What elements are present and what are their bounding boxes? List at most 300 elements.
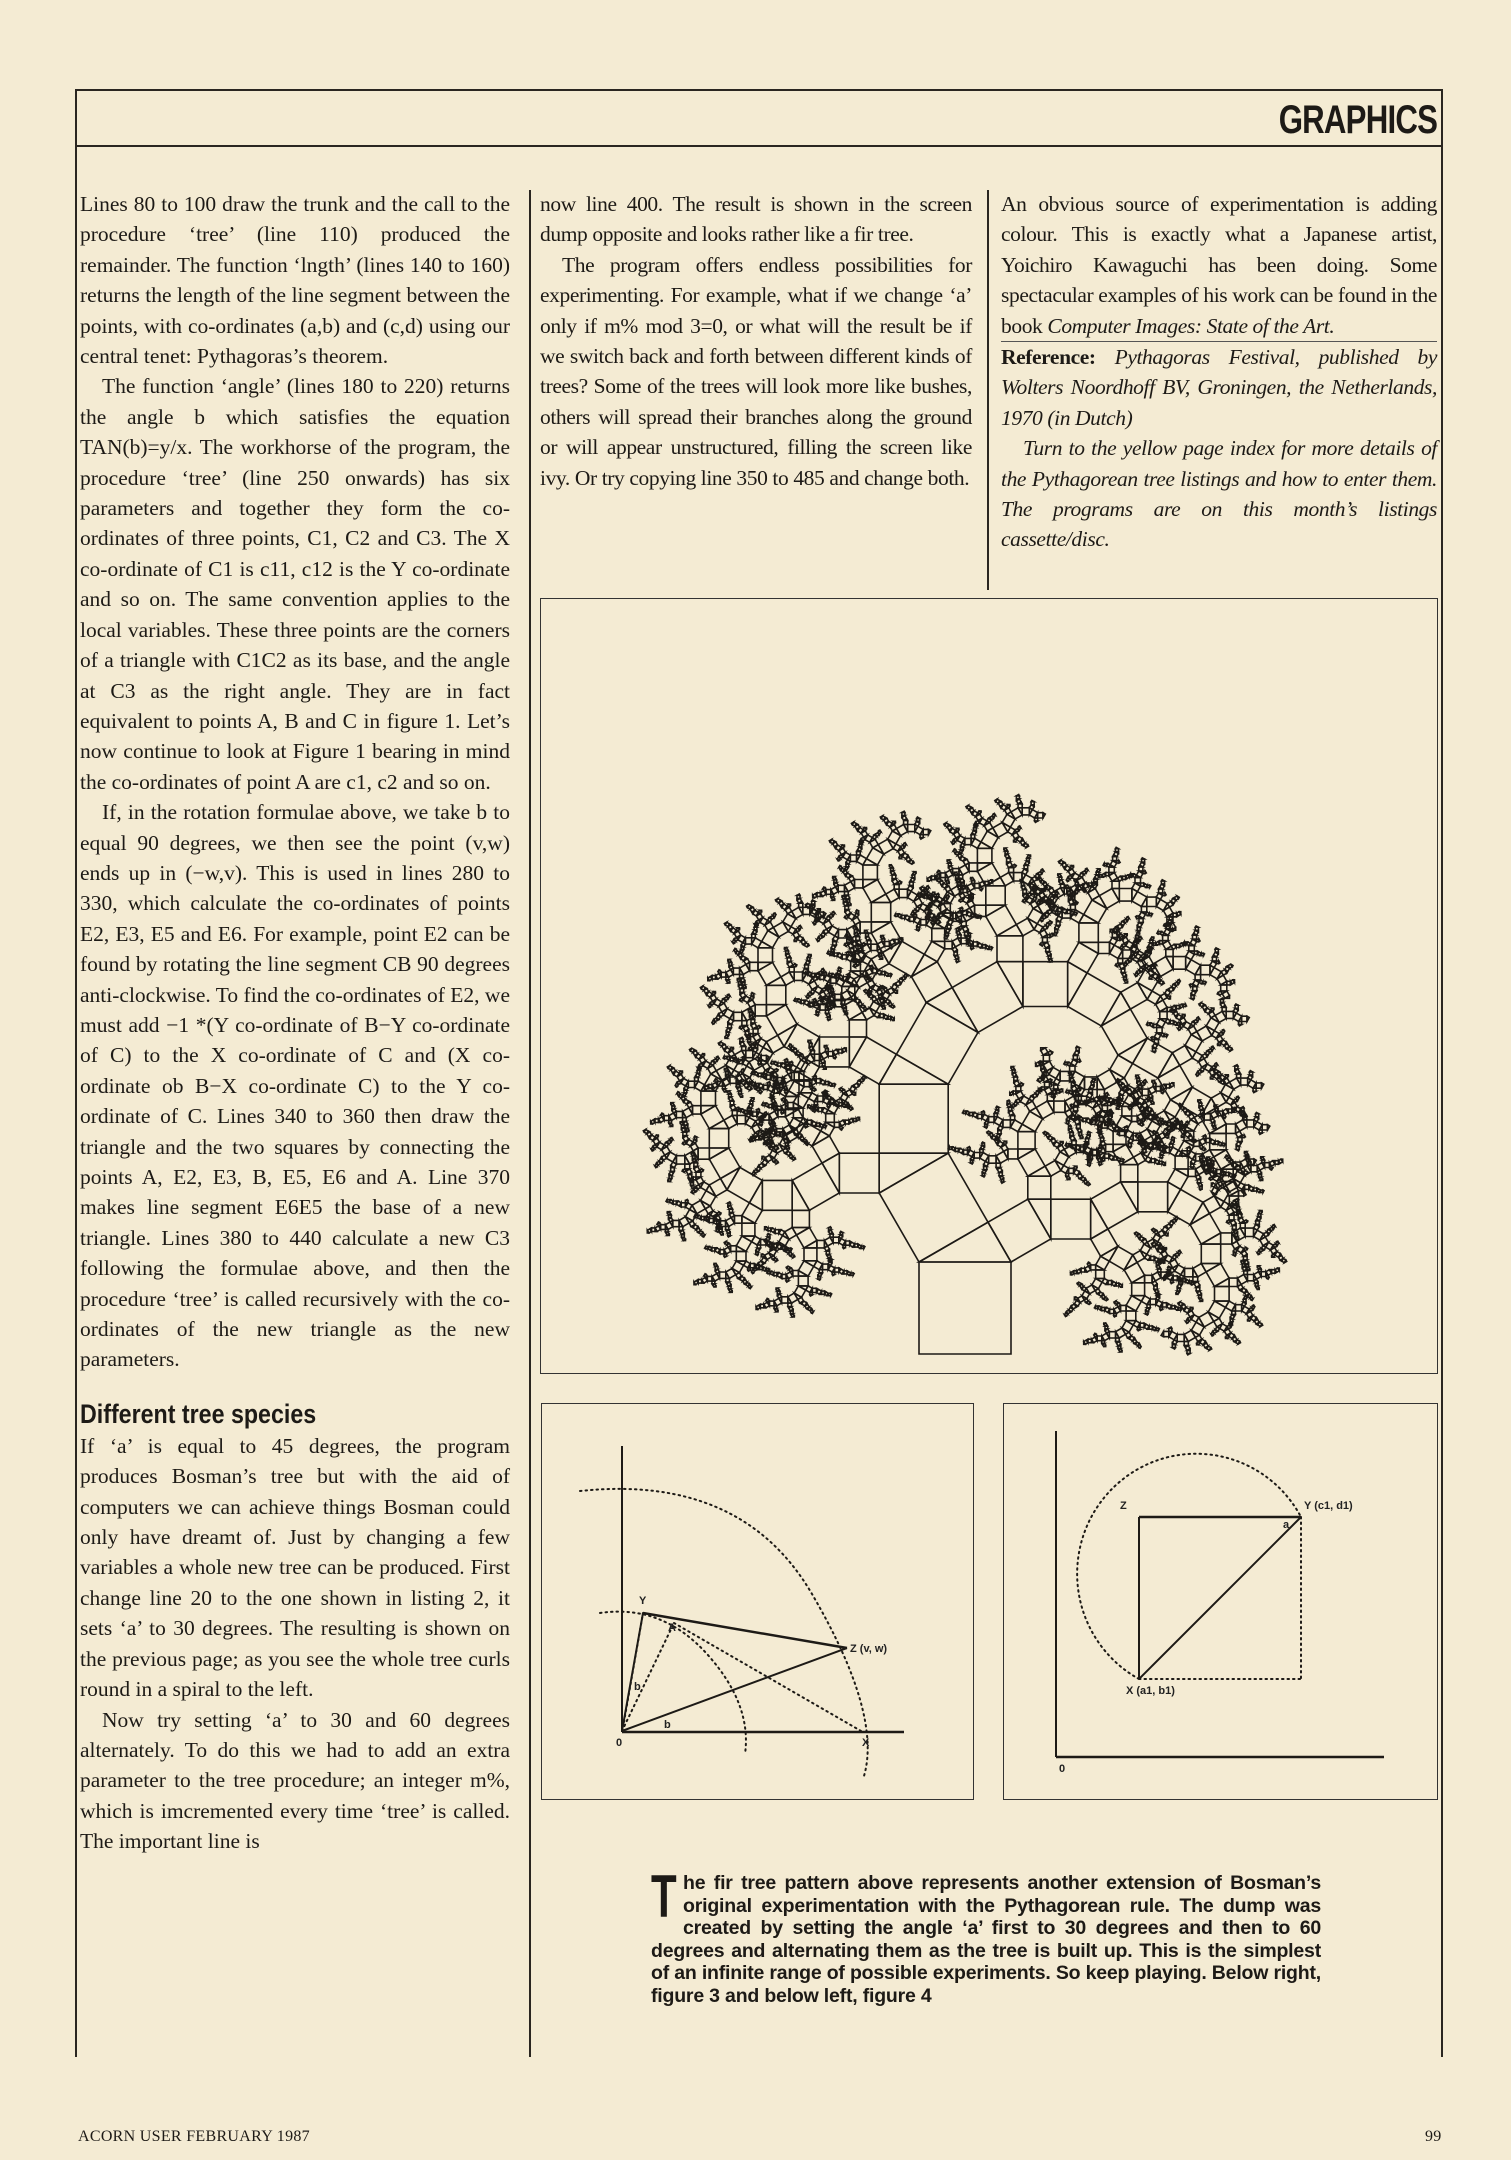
tree-square [899, 889, 907, 897]
tree-triangle [1081, 1137, 1083, 1138]
tree-square [1132, 1116, 1138, 1122]
tree-triangle [827, 1107, 830, 1108]
tree-triangle [762, 1156, 763, 1158]
tree-triangle [879, 1153, 948, 1193]
tree-square [731, 1246, 737, 1252]
tree-triangle [996, 1140, 999, 1141]
tree-triangle [808, 1105, 809, 1107]
tree-triangle [750, 1088, 752, 1091]
tree-triangle [1186, 1004, 1187, 1006]
tree-triangle [1080, 1060, 1081, 1062]
tree-triangle [977, 863, 992, 871]
tree-triangle [1241, 1261, 1243, 1262]
tree-triangle [749, 1287, 751, 1289]
tree-triangle [701, 1106, 716, 1114]
tree-triangle [1200, 1189, 1203, 1190]
tree-square [1251, 1166, 1257, 1172]
tree-triangle [1062, 1089, 1063, 1091]
tree-triangle [1010, 1093, 1011, 1095]
tree-triangle [804, 1240, 817, 1248]
tree-square [945, 941, 953, 949]
tree-triangle [1097, 1077, 1104, 1090]
tree-triangle [1224, 1117, 1226, 1119]
tree-triangle [1125, 1126, 1128, 1127]
tree-triangle [1069, 1125, 1072, 1126]
tree-triangle [1038, 1089, 1039, 1091]
tree-triangle [914, 872, 916, 873]
tree-square [855, 880, 863, 888]
tree-triangle [797, 894, 800, 895]
tree-triangle [959, 900, 961, 902]
tree-triangle [1168, 1136, 1169, 1138]
tree-triangle [756, 1254, 758, 1255]
tree-triangle [776, 1259, 778, 1261]
tree-triangle [655, 1166, 657, 1168]
tree-square [1157, 1028, 1162, 1033]
tree-triangle [1066, 880, 1068, 882]
tree-triangle [1138, 1142, 1139, 1144]
tree-triangle [1152, 937, 1154, 938]
tree-triangle [1068, 962, 1087, 1007]
tree-triangle [1141, 897, 1146, 906]
tree-triangle [731, 1047, 733, 1048]
tree-triangle [962, 1111, 963, 1113]
tree-triangle [791, 1248, 792, 1250]
left-border [75, 89, 77, 2057]
tree-triangle [829, 840, 831, 843]
right-border [1441, 89, 1443, 2057]
tree-square [1003, 1120, 1011, 1128]
tree-triangle [647, 1230, 649, 1233]
tree-triangle [817, 940, 819, 942]
tree-triangle [982, 1111, 984, 1112]
tree-triangle [1115, 847, 1118, 848]
tree-triangle [794, 999, 795, 1001]
tree-triangle [1191, 999, 1194, 1000]
tree-square [792, 1163, 839, 1210]
tree-square [736, 1251, 746, 1261]
tree-triangle [1181, 1136, 1183, 1137]
tree-triangle [1272, 1256, 1274, 1257]
tree-triangle [1195, 926, 1198, 927]
tree-square [1226, 1124, 1236, 1133]
tree-triangle [997, 962, 1023, 1007]
tree-triangle [936, 893, 938, 894]
fir-tree-image [540, 598, 1438, 1374]
tree-triangle [1110, 1109, 1112, 1111]
tree-triangle [938, 921, 940, 924]
tree-triangle [933, 892, 935, 893]
tree-triangle [1226, 1337, 1228, 1338]
tree-triangle [777, 1162, 779, 1164]
tree-triangle [1076, 1117, 1077, 1119]
tree-triangle [859, 842, 861, 844]
tree-triangle [811, 1312, 813, 1314]
tree-triangle [697, 1068, 699, 1070]
tree-triangle [1216, 1063, 1218, 1065]
tree-triangle [818, 909, 820, 910]
tree-square [850, 855, 856, 861]
tree-square [1079, 923, 1098, 942]
tree-triangle [1105, 1124, 1107, 1125]
subheading: Different tree species [80, 1398, 317, 1429]
tree-square [742, 1203, 762, 1223]
tree-square [1070, 1066, 1075, 1071]
book-title: Computer Images: State of the Art. [1047, 313, 1335, 338]
tree-triangle [1158, 1053, 1180, 1078]
tree-triangle [1221, 1171, 1223, 1172]
tree-triangle [1226, 1221, 1228, 1223]
tree-triangle [963, 888, 965, 889]
tree-triangle [1212, 1008, 1214, 1009]
reference-text: Pythagoras Festival, published by Wolters Noordhoff BV, Groningen, the Netherlands, 1970 (in Dutch) [1001, 345, 1437, 430]
tree-triangle [1054, 934, 1056, 935]
tree-triangle [721, 1167, 740, 1189]
tree-triangle [1005, 1141, 1007, 1142]
tree-triangle [682, 1143, 684, 1145]
tree-triangle [1106, 1093, 1108, 1095]
tree-triangle [1126, 982, 1128, 983]
tree-triangle [1204, 1135, 1206, 1136]
tree-triangle [1214, 1128, 1216, 1129]
tree-triangle [1146, 1023, 1147, 1025]
tree-square [1226, 1011, 1233, 1018]
tree-triangle [1271, 1168, 1273, 1170]
tree-square [921, 920, 927, 926]
tree-triangle [700, 986, 702, 989]
tree-triangle [893, 821, 895, 822]
paragraph: Now try setting ‘a’ to 30 and 60 degrees alternately. To do this we had to add an extra parameter to the tree procedure; an integer m%, which is imcremented every time ‘tree’ is called. The important line is [80, 1707, 510, 1854]
tree-triangle [1138, 983, 1153, 1000]
tree-triangle [776, 1288, 778, 1289]
tree-triangle [705, 1247, 706, 1249]
tree-triangle [1118, 1096, 1120, 1097]
tree-triangle [986, 905, 1005, 916]
tree-square [1247, 1275, 1253, 1281]
tree-triangle [1220, 998, 1223, 999]
tree-triangle [785, 1109, 798, 1116]
tree-triangle [1125, 934, 1127, 935]
tree-square [817, 1240, 825, 1248]
tree-triangle [842, 845, 844, 846]
tree-triangle [737, 928, 739, 929]
tree-square [1201, 1244, 1220, 1263]
tree-triangle [774, 913, 776, 915]
tree-triangle [828, 1020, 830, 1021]
tree-square [1008, 1149, 1018, 1159]
tree-square [766, 985, 785, 1004]
tree-triangle [1152, 1131, 1154, 1133]
tree-triangle [724, 1256, 726, 1257]
tree-triangle [723, 1056, 724, 1058]
tree-triangle [1098, 1133, 1100, 1134]
tree-triangle [1211, 1334, 1213, 1336]
tree-triangle [1177, 1119, 1179, 1121]
tree-triangle [1088, 1131, 1090, 1132]
tree-triangle [893, 1006, 895, 1008]
tree-triangle [1050, 1083, 1051, 1085]
tree-square [1215, 1287, 1230, 1302]
tree-triangle [794, 1158, 796, 1160]
tree-triangle [996, 1106, 998, 1107]
tree-triangle [713, 992, 715, 993]
tree-triangle [1250, 1071, 1253, 1072]
tree-triangle [1212, 1046, 1214, 1048]
tree-square [798, 1276, 808, 1286]
tree-triangle [1187, 1146, 1190, 1147]
tree-square [1132, 892, 1147, 907]
tree-triangle [768, 1234, 770, 1235]
tree-triangle [1267, 1277, 1269, 1279]
tree-square [1141, 907, 1146, 913]
tree-triangle [1093, 1079, 1095, 1080]
tree-triangle [841, 1128, 843, 1130]
tree-triangle [1172, 1083, 1174, 1086]
tree-square [709, 1129, 728, 1148]
tree-triangle [1157, 932, 1158, 934]
tree-triangle [1136, 916, 1137, 918]
paragraph [1001, 433, 1437, 555]
tree-triangle [1088, 1184, 1090, 1186]
tree-triangle [1259, 1133, 1262, 1134]
tree-triangle [1251, 1299, 1253, 1301]
tree-triangle [818, 1279, 820, 1280]
tree-triangle [917, 817, 920, 818]
tree-square [879, 1084, 948, 1153]
tree-triangle [787, 1148, 789, 1149]
tree-square [952, 962, 1023, 1033]
tree-triangle [835, 1084, 836, 1086]
tree-triangle [871, 922, 890, 933]
tree-triangle [702, 1169, 704, 1171]
tree-triangle [1119, 861, 1120, 863]
tree-triangle [824, 1068, 826, 1069]
tree-square [1177, 1334, 1184, 1341]
tree-triangle [948, 1147, 949, 1149]
tree-triangle [805, 903, 807, 906]
paragraph: If ‘a’ is equal to 45 degrees, the program produces Bosman’s tree but with the aid of computers we can achieve things Bosman could only have dreamt of. Just by changing a few variables a whole new tree can be produced. First change line 20 to the one shown in listing 2, it sets ‘a’ to 30 degrees. The resulting is shown on the previous page; as you see the whole tree curls round in a spiral to the left. [80, 1433, 510, 1702]
tree-triangle [770, 1098, 772, 1099]
tree-triangle [816, 1015, 818, 1016]
tree-triangle [1177, 896, 1179, 899]
tree-triangle [683, 1095, 685, 1096]
tree-triangle [839, 1088, 841, 1090]
tree-triangle [1018, 1149, 1035, 1159]
tree-triangle [1076, 913, 1077, 915]
tree-square [969, 863, 977, 871]
tree-triangle [1051, 1051, 1053, 1054]
tree-square [1000, 873, 1013, 886]
tree-triangle [1225, 1155, 1227, 1157]
tree-triangle [1110, 1112, 1112, 1113]
tree-triangle [809, 1004, 811, 1007]
tree-triangle [1214, 1105, 1216, 1106]
tree-triangle [1152, 1080, 1154, 1081]
tree-triangle [1066, 885, 1068, 886]
tree-triangle [789, 1044, 791, 1046]
tree-triangle [1112, 889, 1119, 902]
tree-triangle [1061, 1142, 1063, 1143]
tree-triangle [724, 1068, 726, 1069]
tree-triangle [1262, 1083, 1264, 1088]
tree-triangle [1152, 913, 1153, 915]
tree-triangle [1277, 1241, 1279, 1243]
tree-triangle [1187, 1354, 1190, 1355]
tree-square [1091, 1182, 1138, 1229]
tree-triangle [741, 1096, 743, 1097]
tree-square [1160, 1012, 1167, 1019]
tree-triangle [1050, 1079, 1052, 1081]
tree-triangle [834, 1057, 836, 1059]
tree-triangle [819, 996, 821, 998]
tree-triangle [1127, 917, 1129, 919]
tree-triangle [957, 828, 959, 829]
tree-triangle [1035, 821, 1038, 822]
tree-triangle [1180, 1121, 1182, 1122]
tree-triangle [781, 1098, 783, 1100]
tree-triangle [959, 852, 961, 853]
tree-square [792, 1072, 800, 1080]
tree-square [794, 972, 802, 980]
tree-triangle [1118, 1038, 1147, 1063]
tree-triangle [1166, 957, 1173, 970]
tree-triangle [762, 1103, 763, 1105]
tree-triangle [1236, 1150, 1239, 1151]
tree-square [879, 1153, 988, 1262]
tree-triangle [1135, 1134, 1137, 1136]
tree-triangle [1075, 1166, 1077, 1167]
tree-triangle [1136, 1075, 1138, 1076]
tree-triangle [1140, 936, 1142, 938]
tree-triangle [954, 872, 956, 873]
tree-square [826, 1114, 835, 1123]
tree-triangle [837, 859, 839, 861]
tree-triangle [1197, 1344, 1199, 1345]
tree-square [742, 1223, 755, 1236]
tree-triangle [1095, 1117, 1097, 1118]
tree-triangle [928, 909, 930, 910]
tree-triangle [728, 1202, 731, 1203]
tree-triangle [728, 959, 730, 960]
tree-triangle [833, 877, 835, 878]
tree-triangle [966, 805, 968, 808]
pythagoras-fir-tree [541, 599, 1437, 1373]
tree-triangle [718, 1042, 720, 1045]
tree-triangle [740, 952, 742, 953]
tree-triangle [771, 1120, 773, 1121]
tree-triangle [932, 941, 945, 949]
tree-triangle [765, 1142, 767, 1144]
tree-triangle [693, 1187, 695, 1188]
tree-triangle [1235, 1004, 1238, 1005]
tree-triangle [902, 811, 905, 812]
tree-triangle [1004, 848, 1006, 849]
tree-triangle [844, 944, 846, 946]
tree-triangle [734, 948, 736, 950]
tree-triangle [826, 1125, 827, 1127]
reference [1001, 341, 1437, 433]
tree-triangle [1198, 1100, 1200, 1101]
tree-triangle [742, 1216, 755, 1224]
tree-triangle [1179, 912, 1181, 915]
tree-triangle [657, 1222, 659, 1224]
tree-triangle [1047, 1101, 1054, 1112]
tree-square [1173, 957, 1186, 970]
tree-triangle [1135, 975, 1137, 977]
tree-square [1043, 1055, 1049, 1061]
tree-triangle [771, 1143, 773, 1144]
tree-triangle [1278, 1268, 1280, 1271]
tree-triangle [1001, 1182, 1003, 1183]
tree-triangle [974, 825, 976, 827]
tree-square [701, 1106, 724, 1129]
tree-triangle [825, 1090, 828, 1091]
tree-square [986, 905, 1017, 936]
tree-triangle [854, 1093, 855, 1095]
tree-triangle [1204, 1149, 1206, 1151]
tree-square [1247, 1120, 1254, 1127]
tree-triangle [813, 895, 815, 898]
tree-triangle [755, 925, 757, 927]
tree-triangle [971, 949, 973, 950]
tree-triangle [995, 799, 997, 802]
tree-triangle [1172, 1137, 1174, 1138]
tree-triangle [849, 904, 851, 905]
tree-triangle [1247, 1016, 1249, 1021]
tree-triangle [708, 1006, 710, 1008]
tree-triangle [1058, 860, 1060, 863]
tree-triangle [947, 860, 949, 861]
tree-triangle [847, 973, 849, 974]
tree-triangle [727, 1091, 729, 1092]
tree-triangle [881, 958, 883, 959]
tree-triangle [814, 1089, 816, 1091]
tree-triangle [828, 974, 829, 976]
tree-square [676, 1111, 682, 1117]
tree-triangle [765, 1129, 766, 1131]
tree-triangle [1011, 1067, 1013, 1068]
tree-square [1018, 1132, 1035, 1149]
tree-triangle [1138, 932, 1140, 933]
tree-triangle [896, 991, 897, 993]
tree-triangle [730, 1291, 732, 1292]
tree-triangle [704, 1087, 706, 1090]
tree-triangle [880, 816, 882, 819]
tree-triangle [992, 947, 993, 949]
tree-triangle [694, 1136, 696, 1137]
tree-triangle [759, 1026, 761, 1028]
tree-triangle [786, 1266, 788, 1268]
tree-triangle [929, 829, 931, 834]
tree-triangle [1162, 982, 1164, 985]
tree-triangle [756, 1307, 758, 1310]
tree-triangle [1152, 943, 1153, 945]
tree-square [1106, 1144, 1114, 1151]
tree-square [782, 1297, 788, 1303]
tree-triangle [1122, 1116, 1132, 1122]
tree-triangle [1068, 1178, 1070, 1179]
tree-triangle [1071, 866, 1073, 867]
tree-triangle [785, 1059, 788, 1060]
tree-triangle [1183, 1014, 1185, 1015]
tree-triangle [1157, 1141, 1159, 1142]
tree-triangle [707, 1220, 709, 1221]
tree-triangle [1039, 877, 1041, 879]
tree-triangle [751, 1272, 753, 1274]
tree-triangle [1043, 813, 1045, 818]
tree-triangle [790, 1061, 793, 1062]
tree-triangle [684, 1239, 686, 1240]
